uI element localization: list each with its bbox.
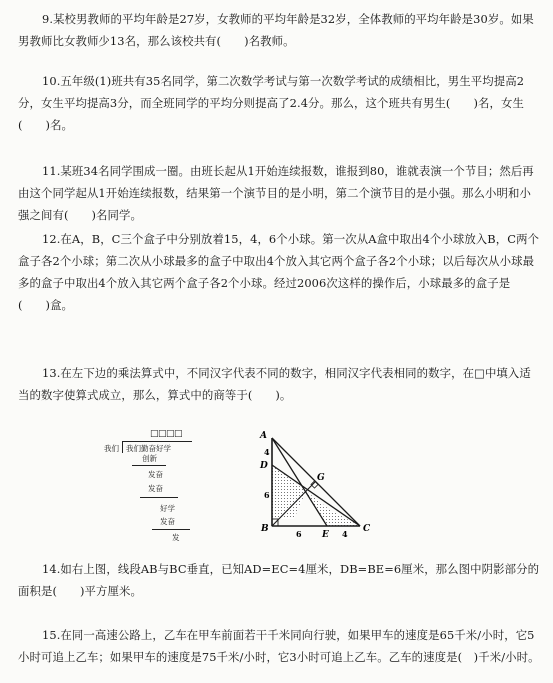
question-11: 11.某班34名同学围成一圈。由班长起从1开始连续报数，谁报到80，谁就表演一个节目；然后再由这个同学起从1开始连续报数，结果第一个演节目的是小明，第二个演节目的是小强。那么小明和小强之间有( )名同学。	[18, 164, 534, 222]
division-line-2	[140, 497, 178, 498]
label-a: A	[260, 431, 267, 441]
label-ad-length: 4	[264, 447, 270, 457]
geometry-figure	[256, 428, 386, 540]
label-b: B	[261, 524, 269, 534]
question-15: 15.在同一高速公路上，乙车在甲车前面若干千米同向行驶，如果甲车的速度是65千米/小时，它5小时可追上乙车；如果甲车的速度是75千米/小时，它3小时可追上乙车。乙车的速度是( )千米/小时。	[18, 628, 540, 664]
label-d: D	[260, 461, 268, 471]
divisor: 我们	[104, 444, 119, 453]
label-c: C	[363, 524, 371, 534]
dividend: 我们勤奋好学	[126, 444, 171, 453]
question-14: 14.如右上图，线段AB与BC垂直，已知AD=EC=4厘米，DB=BE=6厘米，那么图中阴影部分的面积是( )平方厘米。	[18, 562, 540, 598]
division-line-3	[152, 529, 190, 530]
label-db-length: 6	[264, 490, 270, 500]
label-e: E	[322, 530, 329, 540]
division-figure	[96, 430, 246, 550]
division-line-1	[132, 465, 166, 466]
division-row-2: 发奋	[148, 470, 163, 479]
quotient-boxes: □□□□	[150, 429, 183, 439]
division-row-1: 创新	[142, 454, 157, 463]
division-bar	[122, 441, 192, 442]
question-10: 10.五年级(1)班共有35名同学，第二次数学考试与第一次数学考试的成绩相比，男生平均提高2分，女生平均提高3分，而全班同学的平均分则提高了2.4分。那么，这个班共有男生( )名，女生( )名。	[18, 74, 525, 132]
division-row-5: 发奋	[160, 517, 175, 526]
division-bracket	[122, 441, 123, 453]
question-12: 12.在A，B，C三个盒子中分别放着15，4，6个小球。第一次从A盒中取出4个小球放入B，C两个盒子各2个小球；第二次从小球最多的盒子中取出4个放入其它两个盒子各2个小球；以后每次从小球最多的盒子中取出4个放入其它两个盒子各2个小球。经过2006次这样的操作后，小球最多的盒子是( )盒。	[18, 232, 540, 312]
division-row-4: 好学	[160, 504, 175, 513]
question-13: 13.在左下边的乘法算式中，不同汉字代表不同的数字，相同汉字代表相同的数字，在□中填入适当的数字使算式成立，那么，算式中的商等于( )。	[18, 366, 531, 402]
division-row-3: 发奋	[148, 484, 163, 493]
question-9: 9.某校男教师的平均年龄是27岁，女教师的平均年龄是32岁，全体教师的平均年龄是30岁。如果男教师比女教师少13名，那么该校共有( )名教师。	[18, 12, 534, 48]
label-g: G	[317, 473, 325, 483]
division-row-6: 发	[172, 533, 180, 542]
shaded-region-left	[272, 465, 306, 519]
label-ec-length: 4	[342, 529, 348, 539]
label-be-length: 6	[296, 529, 302, 539]
